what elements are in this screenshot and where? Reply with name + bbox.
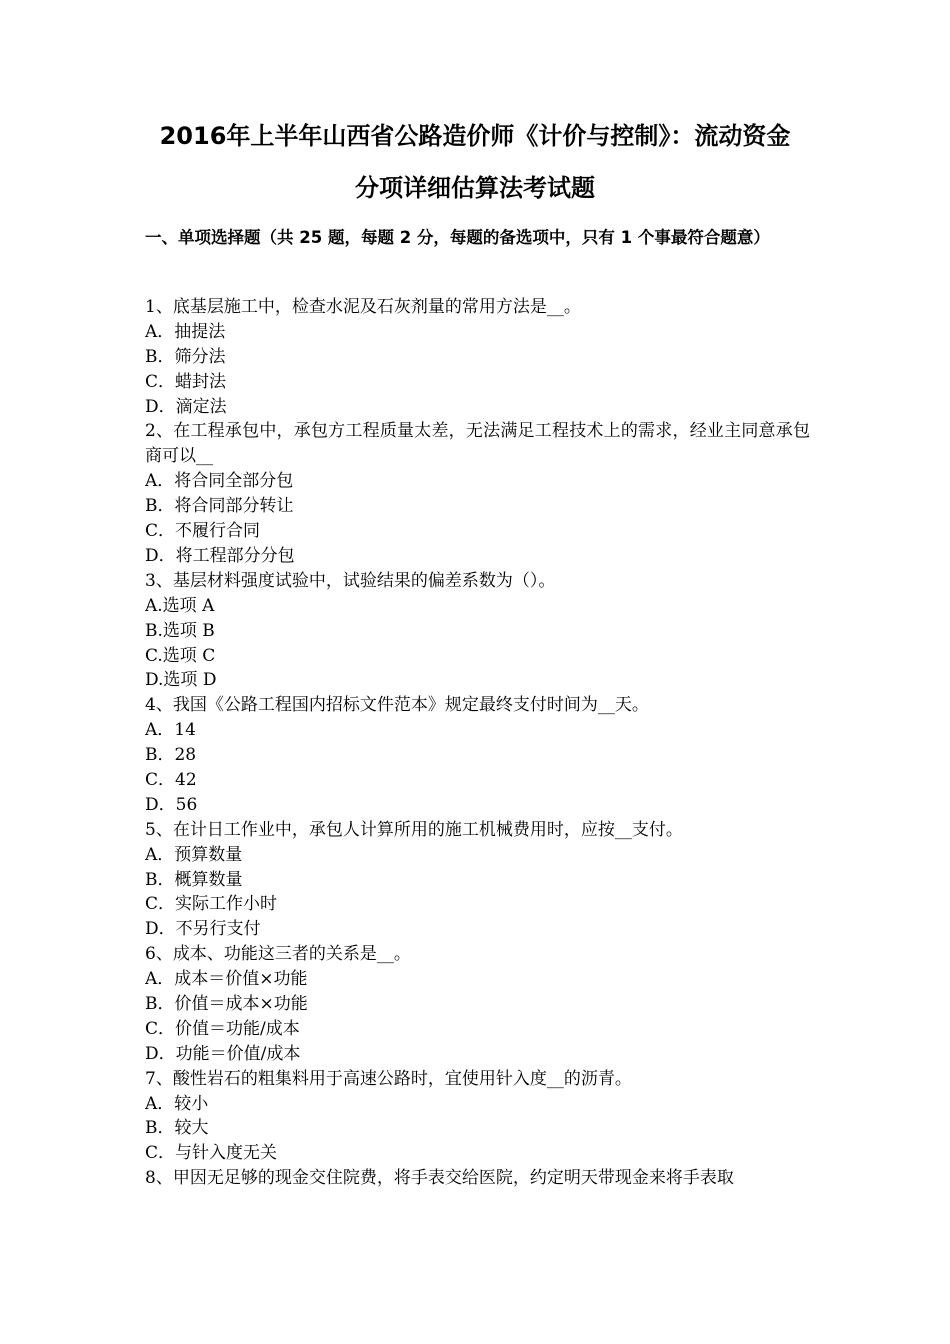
answer-option: A．预算数量 — [145, 844, 243, 865]
answer-option: D．功能＝价值/成本 — [145, 1043, 301, 1064]
answer-option: B．价值＝成本×功能 — [145, 993, 308, 1014]
question-text: 6、成本、功能这三者的关系是__。 — [145, 944, 411, 965]
answer-option: C．价值＝功能/成本 — [145, 1018, 300, 1039]
answer-option: C.选项 C — [145, 645, 216, 666]
answer-option: C．实际工作小时 — [145, 894, 278, 915]
answer-option: A．14 — [145, 720, 196, 741]
answer-option: D．滴定法 — [145, 396, 227, 417]
question-text: 2、在工程承包中，承包方工程质量太差，无法满足工程技术上的需求，经业主同意承包商可以__ — [145, 421, 810, 467]
answer-option: C．蜡封法 — [145, 371, 227, 392]
question-text: 4、我国《公路工程国内招标文件范本》规定最终支付时间为__天。 — [145, 695, 649, 716]
answer-option: D．不另行支付 — [145, 919, 261, 940]
answer-option: A.选项 A — [145, 595, 215, 616]
answer-option: D.选项 D — [145, 670, 217, 691]
answer-option: C．与针入度无关 — [145, 1143, 278, 1164]
answer-option: B．较大 — [145, 1118, 209, 1139]
question-text: 7、酸性岩石的粗集料用于高速公路时，宜使用针入度__的沥青。 — [145, 1068, 632, 1089]
question-text: 1、底基层施工中，检查水泥及石灰剂量的常用方法是__。 — [145, 297, 581, 317]
answer-option: B．筛分法 — [145, 346, 226, 367]
answer-option: A．成本＝价值×功能 — [145, 969, 308, 990]
document-title-line-2: 分项详细估算法考试题 — [355, 174, 595, 202]
answer-option: A．较小 — [145, 1093, 209, 1114]
document-title-line-1: 2016年上半年山西省公路造价师《计价与控制》：流动资金 — [159, 122, 791, 150]
question-text: 8、甲因无足够的现金交住院费，将手表交给医院，约定明天带现金来将手表取 — [145, 1168, 734, 1189]
answer-option: C．42 — [145, 769, 197, 790]
answer-option: B.选项 B — [145, 620, 215, 641]
answer-option: B．将合同部分转让 — [145, 496, 294, 517]
section-header: 一、单项选择题（共 25 题，每题 2 分，每题的备选项中，只有 1 个事最符合题意） — [145, 228, 770, 247]
question-list — [145, 295, 810, 1191]
answer-option: B．概算数量 — [145, 869, 243, 890]
answer-option: D．56 — [145, 794, 198, 815]
answer-option: B．28 — [145, 745, 197, 766]
answer-option: A．抽提法 — [145, 321, 226, 342]
answer-option: D．将工程部分分包 — [145, 545, 295, 566]
answer-option: C．不履行合同 — [145, 521, 261, 542]
question-text: 5、在计日工作业中，承包人计算所用的施工机械费用时，应按__支付。 — [145, 819, 683, 840]
question-text: 3、基层材料强度试验中，试验结果的偏差系数为（）。 — [145, 570, 556, 591]
answer-option: A．将合同全部分包 — [145, 471, 294, 492]
